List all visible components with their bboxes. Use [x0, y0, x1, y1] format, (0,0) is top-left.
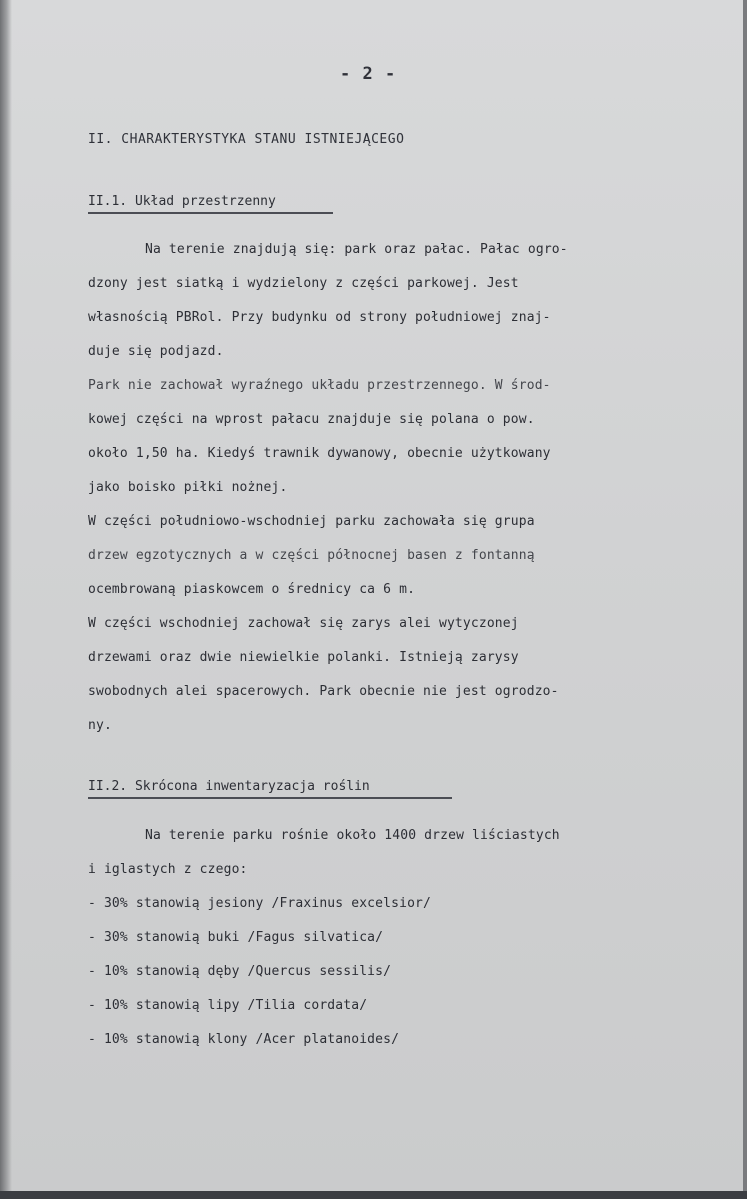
section-1-line: swobodnych alei spacerowych. Park obecnie nie jest ogrodzo-	[88, 684, 559, 699]
page-number: - 2 -	[340, 64, 397, 84]
section-2-title: II.2. Skrócona inwentaryzacja roślin	[88, 779, 370, 794]
section-2-underline	[88, 797, 452, 799]
section-1-line: drzewami oraz dwie niewielkie polanki. Istnieją zarysy	[88, 650, 519, 665]
section-1-line: W części wschodniej zachował się zarys alei wytyczonej	[88, 616, 519, 631]
section-2-line: - 10% stanowią lipy /Tilia cordata/	[88, 998, 368, 1013]
section-1-line: ocembrowaną piaskowcem o średnicy ca 6 m.	[88, 582, 416, 597]
section-1-underline	[88, 212, 333, 214]
section-1-line: duje się podjazd.	[88, 344, 224, 359]
section-1-line: około 1,50 ha. Kiedyś trawnik dywanowy, obecnie użytkowany	[88, 446, 551, 461]
section-1-line: Park nie zachował wyraźnego układu przestrzennego. W środ-	[88, 378, 551, 393]
section-2-line: Na terenie parku rośnie około 1400 drzew liściastych	[145, 828, 560, 843]
right-scan-edge	[743, 0, 747, 1199]
main-heading: II. CHARAKTERYSTYKA STANU ISTNIEJĄCEGO	[88, 132, 405, 147]
section-1-line: własnością PBRol. Przy budynku od strony południowej znaj-	[88, 310, 551, 325]
section-1-line: jako boisko piłki nożnej.	[88, 480, 288, 495]
section-1-line: Na terenie znajdują się: park oraz pałac. Pałac ogro-	[145, 242, 568, 257]
section-2-line: - 10% stanowią dęby /Quercus sessilis/	[88, 964, 392, 979]
section-2-line: - 10% stanowią klony /Acer platanoides/	[88, 1032, 400, 1047]
section-2-line: i iglastych z czego:	[88, 862, 248, 877]
section-1-line: drzew egzotycznych a w części północnej basen z fontanną	[88, 548, 535, 563]
left-scan-edge	[0, 0, 12, 1199]
section-2-line: - 30% stanowią jesiony /Fraxinus excelsior/	[88, 896, 431, 911]
section-1-line: dzony jest siatką i wydzielony z części parkowej. Jest	[88, 276, 519, 291]
section-2-line: - 30% stanowią buki /Fagus silvatica/	[88, 930, 384, 945]
section-1-line: W części południowo-wschodniej parku zachowała się grupa	[88, 514, 535, 529]
section-1-line: kowej części na wprost pałacu znajduje się polana o pow.	[88, 412, 535, 427]
section-1-line: ny.	[88, 718, 112, 733]
section-1-title: II.1. Układ przestrzenny	[88, 194, 276, 209]
bottom-scan-edge	[0, 1191, 747, 1199]
